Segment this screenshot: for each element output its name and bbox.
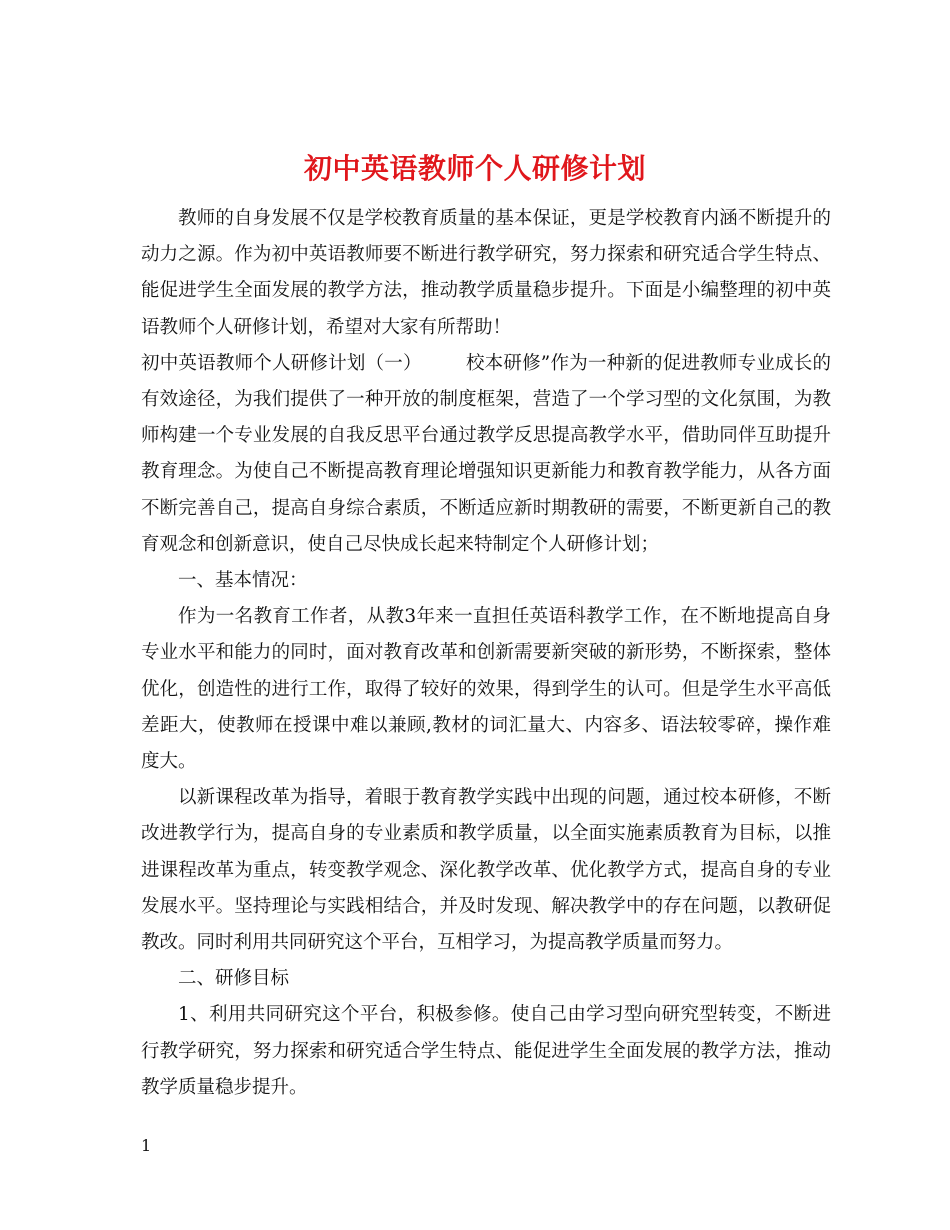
section1-paragraph: 作为一名教育工作者，从教3年来一直担任英语科教学工作，在不断地提高自身专业水平和能力的同时，面对教育改革和创新需要新突破的新形势，不断探索，整体优化，创造性的进行工作，取得了较好的效果，得到学生的认可。但是学生水平高低差距大，使教师在授课中难以兼顾,教材的词汇量大、内容多、语法较零碎，操作难度大。: [141, 606, 831, 773]
plan-heading: 初中英语教师个人研修计划（一）: [141, 352, 422, 374]
section1-heading: 一、基本情况：: [178, 570, 308, 592]
goal1-paragraph: 1、利用共同研究这个平台，积极参修。使自己由学习型向研究型转变，不断进行教学研究，努力探索和研究适合学生特点、能促进学生全面发展的教学方法，推动教学质量稳步提升。: [141, 1004, 831, 1098]
plan-text: 校本研修”作为一种新的促进教师专业成长的有效途径，为我们提供了一种开放的制度框架，营造了一个学习型的文化氛围，为教师构建一个专业发展的自我反思平台通过教学反思提高教学水平，借助同伴互助提升教育理念。为使自己不断提高教育理论增强知识更新能力和教育教学能力，从各方面不断完善自己，提高自身综合素质，不断适应新时期教研的需要，不断更新自己的教育观念和创新意识，使自己尽快成长起来特制定个人研修计划；: [141, 352, 831, 555]
page-number: 1: [141, 1136, 152, 1155]
document-body: [141, 201, 831, 1106]
intro-paragraph: 教师的自身发展不仅是学校教育质量的基本保证，更是学校教育内涵不断提升的动力之源。作为初中英语教师要不断进行教学研究，努力探索和研究适合学生特点、能促进学生全面发展的教学方法，推动教学质量稳步提升。下面是小编整理的初中英语教师个人研修计划，希望对大家有所帮助！: [141, 208, 831, 338]
guidance-paragraph: 以新课程改革为指导，着眼于教育教学实践中出现的问题，通过校本研修，不断改进教学行为，提高自身的专业素质和教学质量，以全面实施素质教育为目标，以推进课程改革为重点，转变教学观念、深化教学改革、优化教学方式，提高自身的专业发展水平。坚持理论与实践相结合，并及时发现、解决教学中的存在问题，以教研促教改。同时利用共同研究这个平台，互相学习，为提高教学质量而努力。: [141, 787, 831, 954]
document-title: 初中英语教师个人研修计划: [303, 151, 646, 185]
plan-paragraph: [141, 346, 831, 563]
section2-heading: 二、研修目标: [178, 968, 290, 990]
